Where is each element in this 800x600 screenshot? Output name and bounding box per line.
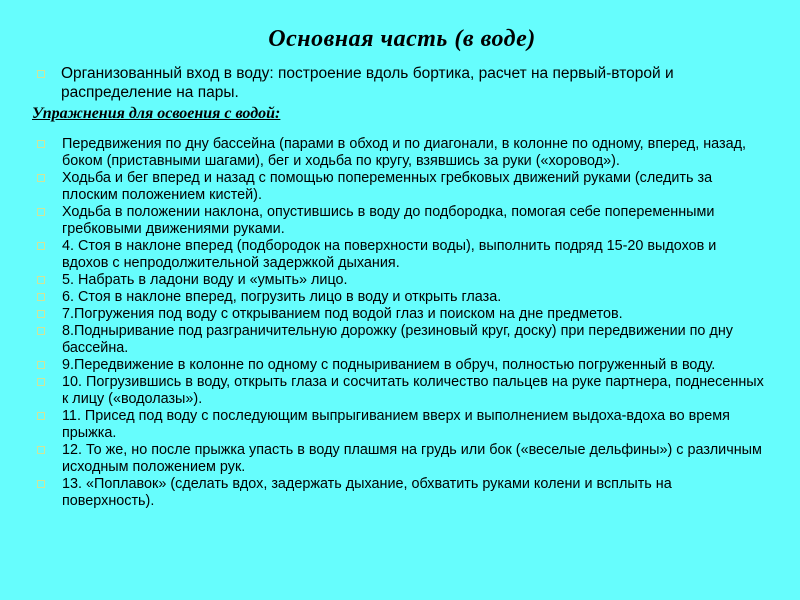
bullet-square-icon (37, 276, 45, 284)
bullet-square-icon (37, 412, 45, 420)
bullet-square-icon (37, 70, 45, 78)
list-item (32, 238, 772, 272)
exercise-text: 6. Стоя в наклоне вперед, погрузить лицо в воду и открыть глаза. (62, 289, 502, 305)
exercise-text: Ходьба в положении наклона, опустившись в воду до подбородка, помогая себе попеременными гребковыми движениями руками. (62, 204, 715, 237)
section-heading: Упражнения для освоения с водой: (32, 105, 281, 122)
slide-title: Основная часть (в воде) (268, 26, 536, 52)
bullet-square-icon (37, 480, 45, 488)
bullet-square-icon (37, 293, 45, 301)
exercise-text: 7.Погружения под воду с открыванием под водой глаз и поиском на дне предметов. (62, 306, 623, 322)
list-item (32, 136, 772, 170)
bullet-square-icon (37, 140, 45, 148)
list-item (32, 374, 772, 408)
exercise-text: 13. «Поплавок» (сделать вдох, задержать дыхание, обхватить руками колени и всплыть на поверхность). (62, 476, 672, 509)
list-item (32, 272, 772, 289)
list-item (32, 442, 772, 476)
intro-item-text: Организованный вход в воду: построение вдоль бортика, расчет на первый-второй и распределение на пары. (61, 65, 674, 101)
exercise-text: Ходьба и бег вперед и назад с помощью попеременных гребковых движений руками (следить за плоским положением кистей). (62, 170, 713, 203)
bullet-square-icon (37, 361, 45, 369)
bullet-square-icon (37, 446, 45, 454)
list-item (32, 357, 772, 374)
exercise-text: 5. Набрать в ладони воду и «умыть» лицо. (62, 272, 348, 288)
list-item (32, 306, 772, 323)
exercise-text: 11. Присед под воду с последующим выпрыгиванием вверх и выполнением выдоха-вдоха во время прыжка. (62, 408, 730, 441)
exercise-text: 12. То же, но после прыжка упасть в воду плашмя на грудь или бок («веселые дельфины») с различным исходным положением рук. (62, 442, 762, 475)
exercise-text: 9.Передвижение в колонне по одному с подныриванием в обруч, полностью погруженный в воду. (62, 357, 716, 373)
intro-item (32, 64, 772, 102)
exercise-text: 10. Погрузившись в воду, открыть глаза и сосчитать количество пальцев на руке партнера, поднесенных к лицу («водолазы»). (62, 374, 764, 407)
list-item (32, 204, 772, 238)
exercise-list (32, 136, 772, 510)
list-item (32, 170, 772, 204)
bullet-square-icon (37, 327, 45, 335)
bullet-square-icon (37, 242, 45, 250)
list-item (32, 408, 772, 442)
exercise-text: 8.Подныривание под разграничительную дорожку (резиновый круг, доску) при передвижении по дну бассейна. (62, 323, 733, 356)
bullet-square-icon (37, 208, 45, 216)
list-item (32, 323, 772, 357)
list-item (32, 476, 772, 510)
list-item (32, 289, 772, 306)
exercise-text: Передвижения по дну бассейна (парами в обход и по диагонали, в колонне по одному, вперед, назад, боком (приставными шагами), бег и ходьба по кругу, взявшись за руки («хоровод»). (62, 136, 746, 169)
exercise-text: 4. Стоя в наклоне вперед (подбородок на поверхности воды), выполнить подряд 15-20 выдохов и вдохов с непродолжительной задержкой дыхания. (62, 238, 717, 271)
bullet-square-icon (37, 174, 45, 182)
bullet-square-icon (37, 378, 45, 386)
bullet-square-icon (37, 310, 45, 318)
